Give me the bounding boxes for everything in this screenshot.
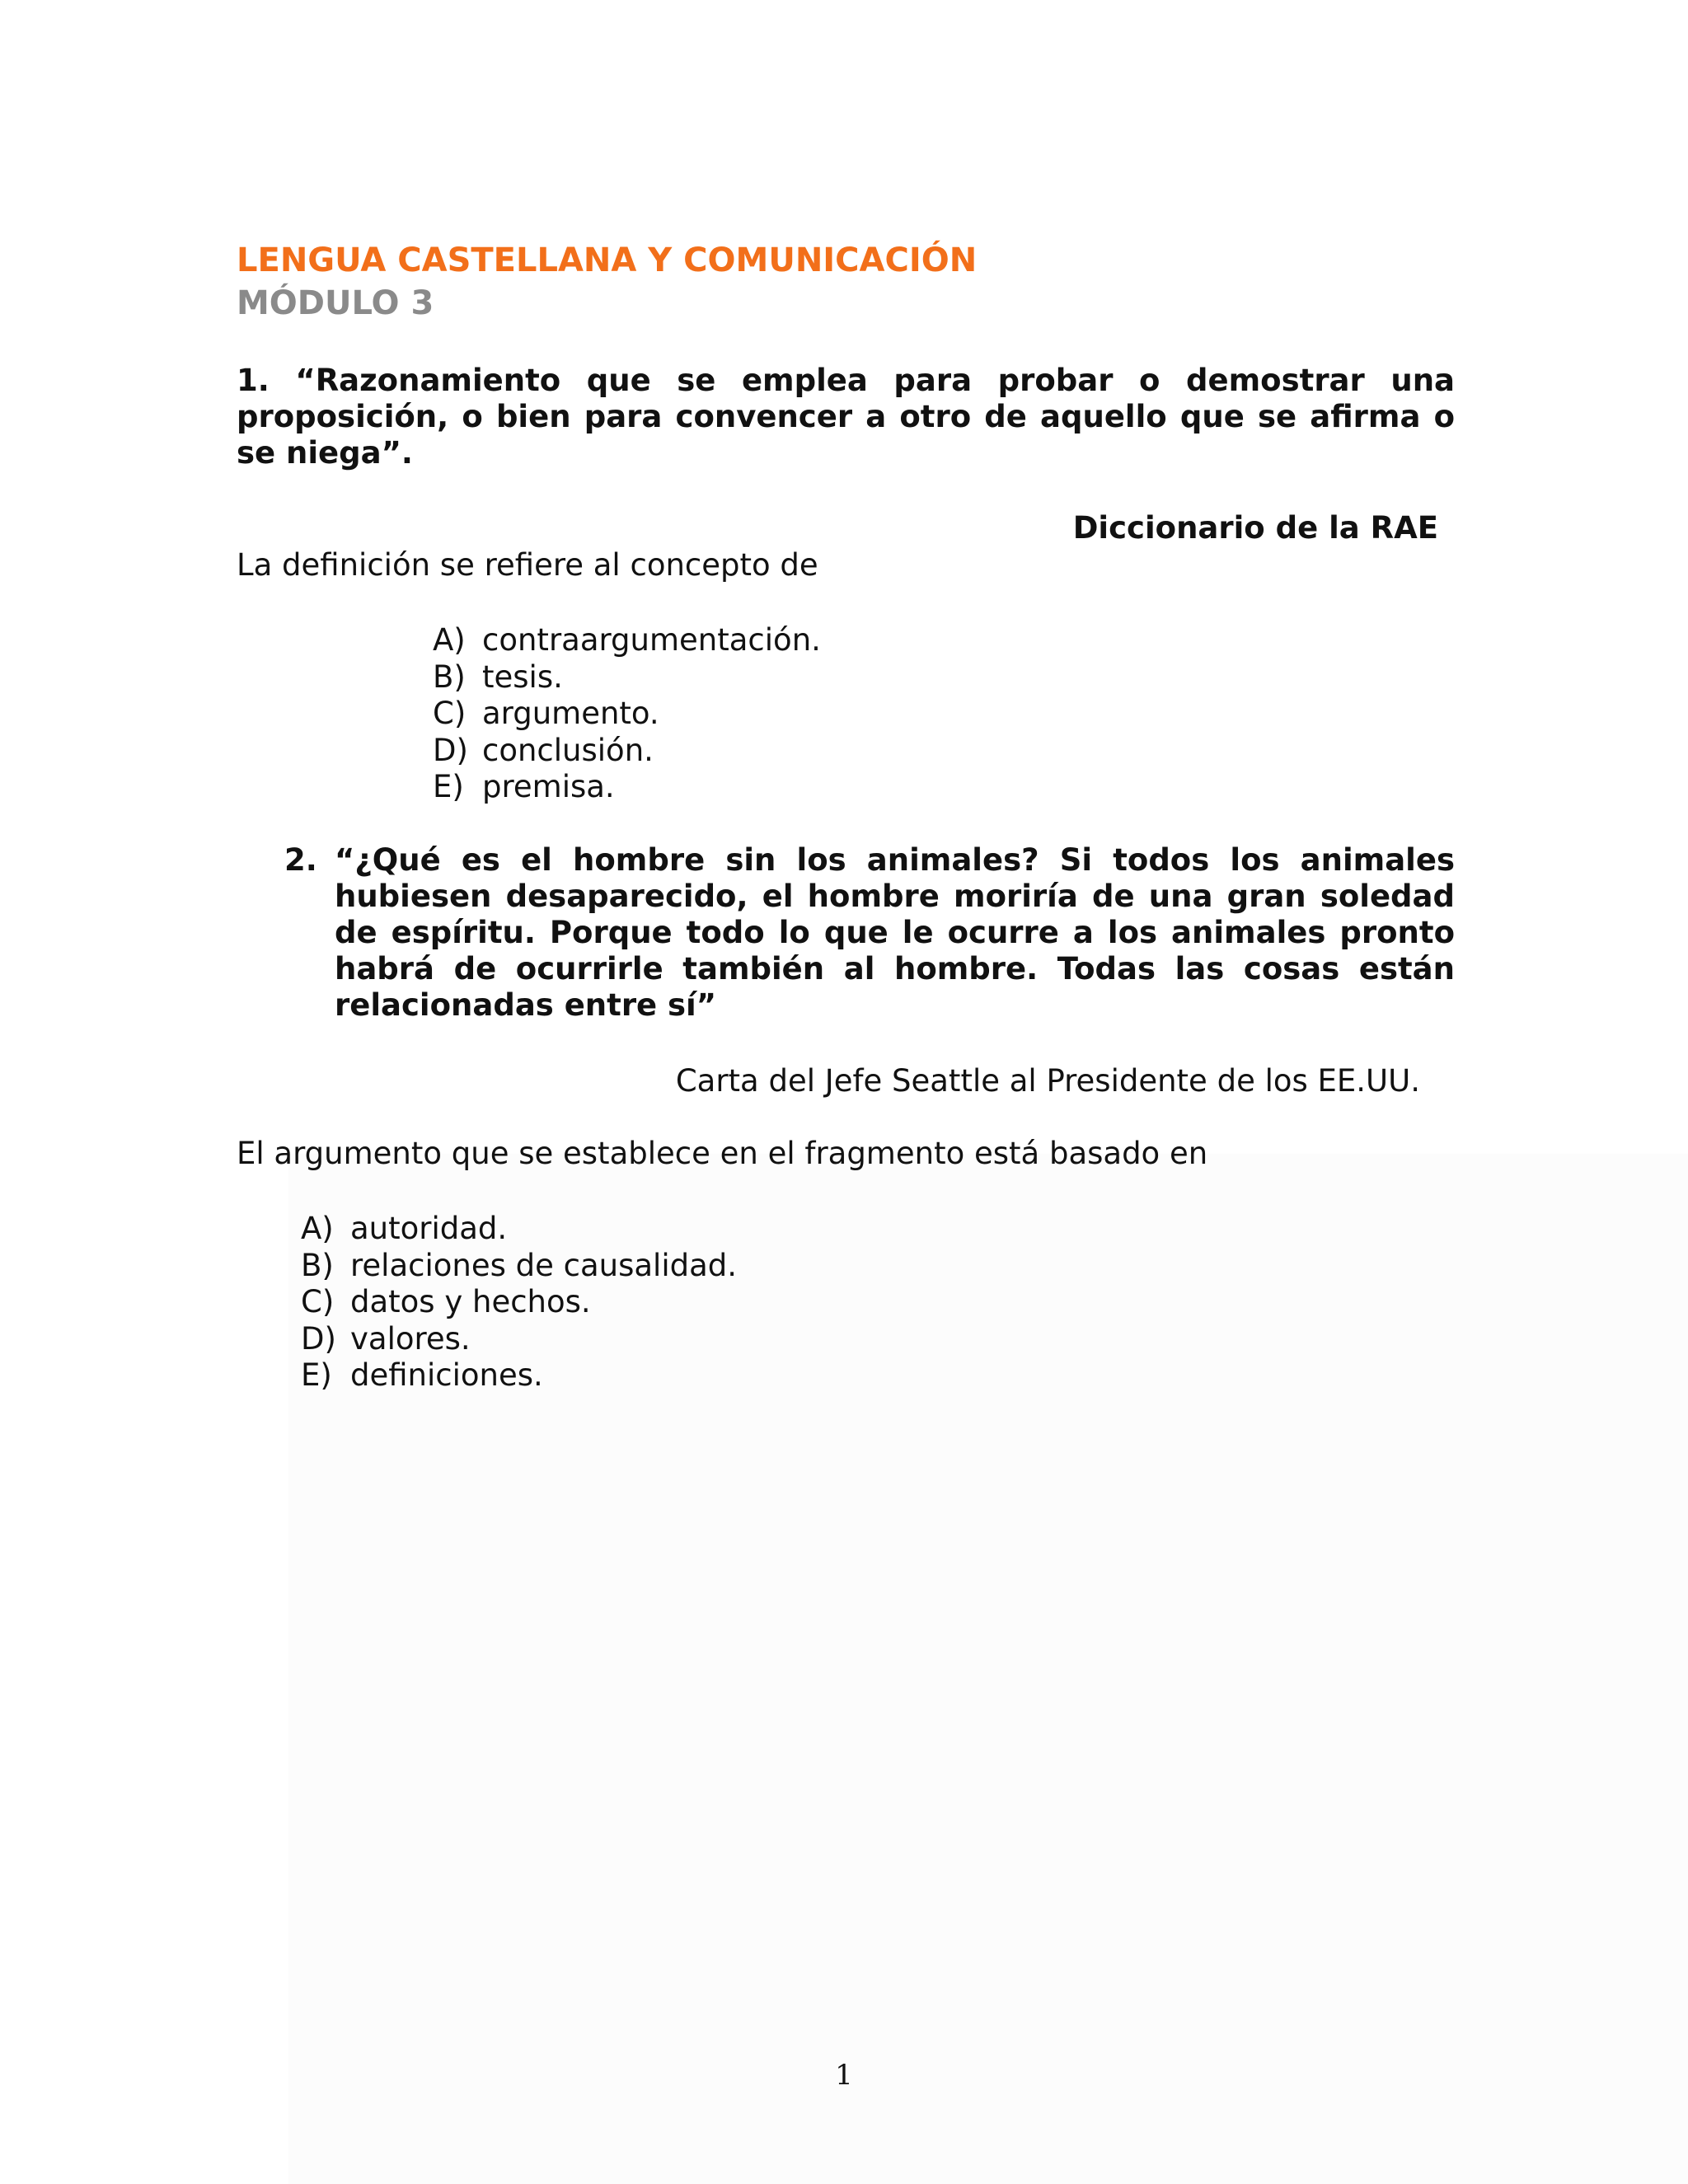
question-2-number: 2. [284, 842, 317, 878]
option-letter: C) [301, 1284, 335, 1319]
option-letter: A) [433, 622, 466, 658]
option-item [301, 1357, 737, 1394]
option-text: argumento. [482, 696, 659, 731]
question-1-prompt: La definición se refiere al concepto de [237, 547, 818, 583]
option-letter: A) [301, 1211, 334, 1246]
option-letter: C) [433, 696, 467, 731]
option-item [301, 1211, 737, 1248]
option-item [433, 733, 821, 770]
option-text: conclusión. [482, 732, 654, 768]
option-item [301, 1248, 737, 1285]
option-item [433, 659, 821, 696]
option-text: autoridad. [350, 1211, 508, 1246]
module-subtitle: MÓDULO 3 [237, 284, 434, 322]
option-item [433, 622, 821, 659]
option-text: contraargumentación. [482, 622, 821, 658]
option-letter: E) [301, 1357, 332, 1393]
option-item [433, 696, 821, 733]
option-item [301, 1321, 737, 1358]
question-2-options [301, 1211, 737, 1394]
option-letter: D) [301, 1320, 336, 1357]
option-text: valores. [350, 1320, 471, 1357]
option-text: definiciones. [350, 1357, 543, 1393]
option-text: datos y hechos. [350, 1284, 591, 1319]
question-1-quote: 1. “Razonamiento que se emplea para probar o demostrar una proposición, o bien para convencer a otro de aquello que se afirma o se niega”. [237, 363, 1455, 471]
option-item [433, 769, 821, 806]
option-letter: B) [301, 1247, 334, 1283]
option-letter: D) [433, 732, 468, 768]
option-text: premisa. [482, 769, 615, 804]
option-text: relaciones de causalidad. [350, 1247, 738, 1283]
page-title: LENGUA CASTELLANA Y COMUNICACIÓN [237, 241, 978, 279]
option-letter: B) [433, 658, 466, 695]
question-2-source: Carta del Jefe Seattle al Presidente de los EE.UU. [675, 1063, 1420, 1099]
option-text: tesis. [482, 658, 563, 695]
question-1-source: Diccionario de la RAE [1072, 510, 1438, 546]
question-1-options [433, 622, 821, 806]
option-item [301, 1284, 737, 1321]
page-number: 1 [835, 2059, 853, 2092]
question-2-quote: “¿Qué es el hombre sin los animales? Si todos los animales hubiesen desaparecido, el hombre moriría de una gran soledad de espíritu. Porque todo lo que le ocurre a los animales pronto habrá de ocurrirle también al hombre. Todas las cosas están relacionadas entre sí” [335, 842, 1455, 1023]
question-2-prompt: El argumento que se establece en el fragmento está basado en [237, 1136, 1208, 1171]
option-letter: E) [433, 769, 464, 804]
